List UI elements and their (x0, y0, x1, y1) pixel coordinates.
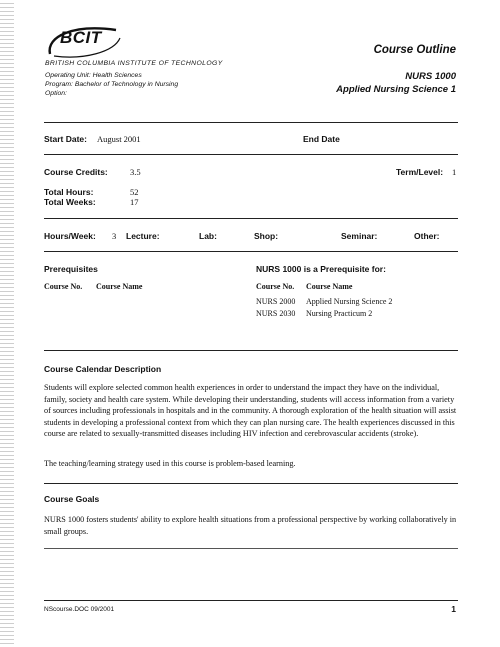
calendar-description: Students will explore selected common health experiences in order to understand the impact they have on the individual, family, society and health care system. While developing their understanding, students will access information from a variety of sources including professionals in hospitals and in the community. A thorough exploration of the health situation will assist students in developing a professional context from which they can plan nursing care. The health experiences discussed in this course are related to sexually-transmitted diseases including HIV infection and cerebrovascular accidents (stroke). (44, 383, 457, 438)
calendar-divider (44, 483, 458, 484)
total-hours-label: Total Hours: (44, 187, 94, 197)
start-date-label: Start Date: (44, 134, 87, 144)
prereq-for-course-name: Applied Nursing Science 2 (306, 297, 393, 306)
prereq-col-no: Course No. (44, 282, 83, 291)
credits-label: Course Credits: (44, 167, 108, 177)
prereq-for-course-name: Nursing Practicum 2 (306, 309, 373, 318)
prereq-for-title: NURS 1000 is a Prerequisite for: (256, 264, 386, 274)
total-weeks-value: 17 (130, 197, 139, 207)
credits-divider (44, 218, 458, 219)
other-label: Other: (414, 231, 440, 241)
footer-filename: NScourse.DOC 09/2001 (44, 606, 115, 613)
prereq-col-name: Course Name (96, 282, 143, 291)
page-number: 1 (451, 604, 456, 614)
prereq-for-col-name: Course Name (306, 282, 353, 291)
operating-unit: Operating Unit: Health Sciences (45, 72, 142, 79)
prereq-for-course-no: NURS 2000 (256, 297, 296, 306)
goals-title: Course Goals (44, 494, 100, 504)
lab-label: Lab: (199, 231, 217, 241)
program-name: Program: Bachelor of Technology in Nursing (45, 81, 179, 88)
prereq-for-course-no: NURS 2030 (256, 309, 296, 318)
prereq-for-col-no: Course No. (256, 282, 295, 291)
hours-week-value: 3 (112, 231, 117, 241)
lecture-label: Lecture: (126, 231, 160, 241)
dates-divider (44, 154, 458, 155)
hours-divider (44, 251, 458, 252)
teaching-strategy: The teaching/learning strategy used in this course is problem-based learning. (44, 459, 296, 468)
term-value: 1 (452, 167, 457, 177)
goals-divider (44, 548, 458, 549)
end-date-label: End Date (303, 134, 340, 144)
footer-divider (44, 600, 458, 601)
scan-edge-artifact (0, 0, 14, 647)
credits-value: 3.5 (130, 167, 141, 177)
total-hours-value: 52 (130, 187, 139, 197)
term-label: Term/Level: (396, 167, 444, 177)
calendar-title: Course Calendar Description (44, 364, 162, 374)
doc-title: Course Outline (373, 44, 456, 56)
hours-week-label: Hours/Week: (44, 231, 96, 241)
prereq-divider (44, 350, 458, 351)
course-code: NURS 1000 (405, 71, 456, 82)
total-weeks-label: Total Weeks: (44, 197, 96, 207)
logo-text: BCIT (60, 28, 102, 47)
prereq-title: Prerequisites (44, 264, 98, 274)
institute-name: BRITISH COLUMBIA INSTITUTE OF TECHNOLOGY (45, 60, 223, 67)
header-divider (44, 122, 458, 123)
start-date-value: August 2001 (97, 134, 141, 144)
seminar-label: Seminar: (341, 231, 378, 241)
course-name: Applied Nursing Science 1 (336, 84, 456, 95)
shop-label: Shop: (254, 231, 279, 241)
option-label: Option: (45, 90, 67, 97)
goals-text: NURS 1000 fosters students' ability to explore health situations from a professional perspective by working collaboratively in small groups. (44, 515, 457, 536)
